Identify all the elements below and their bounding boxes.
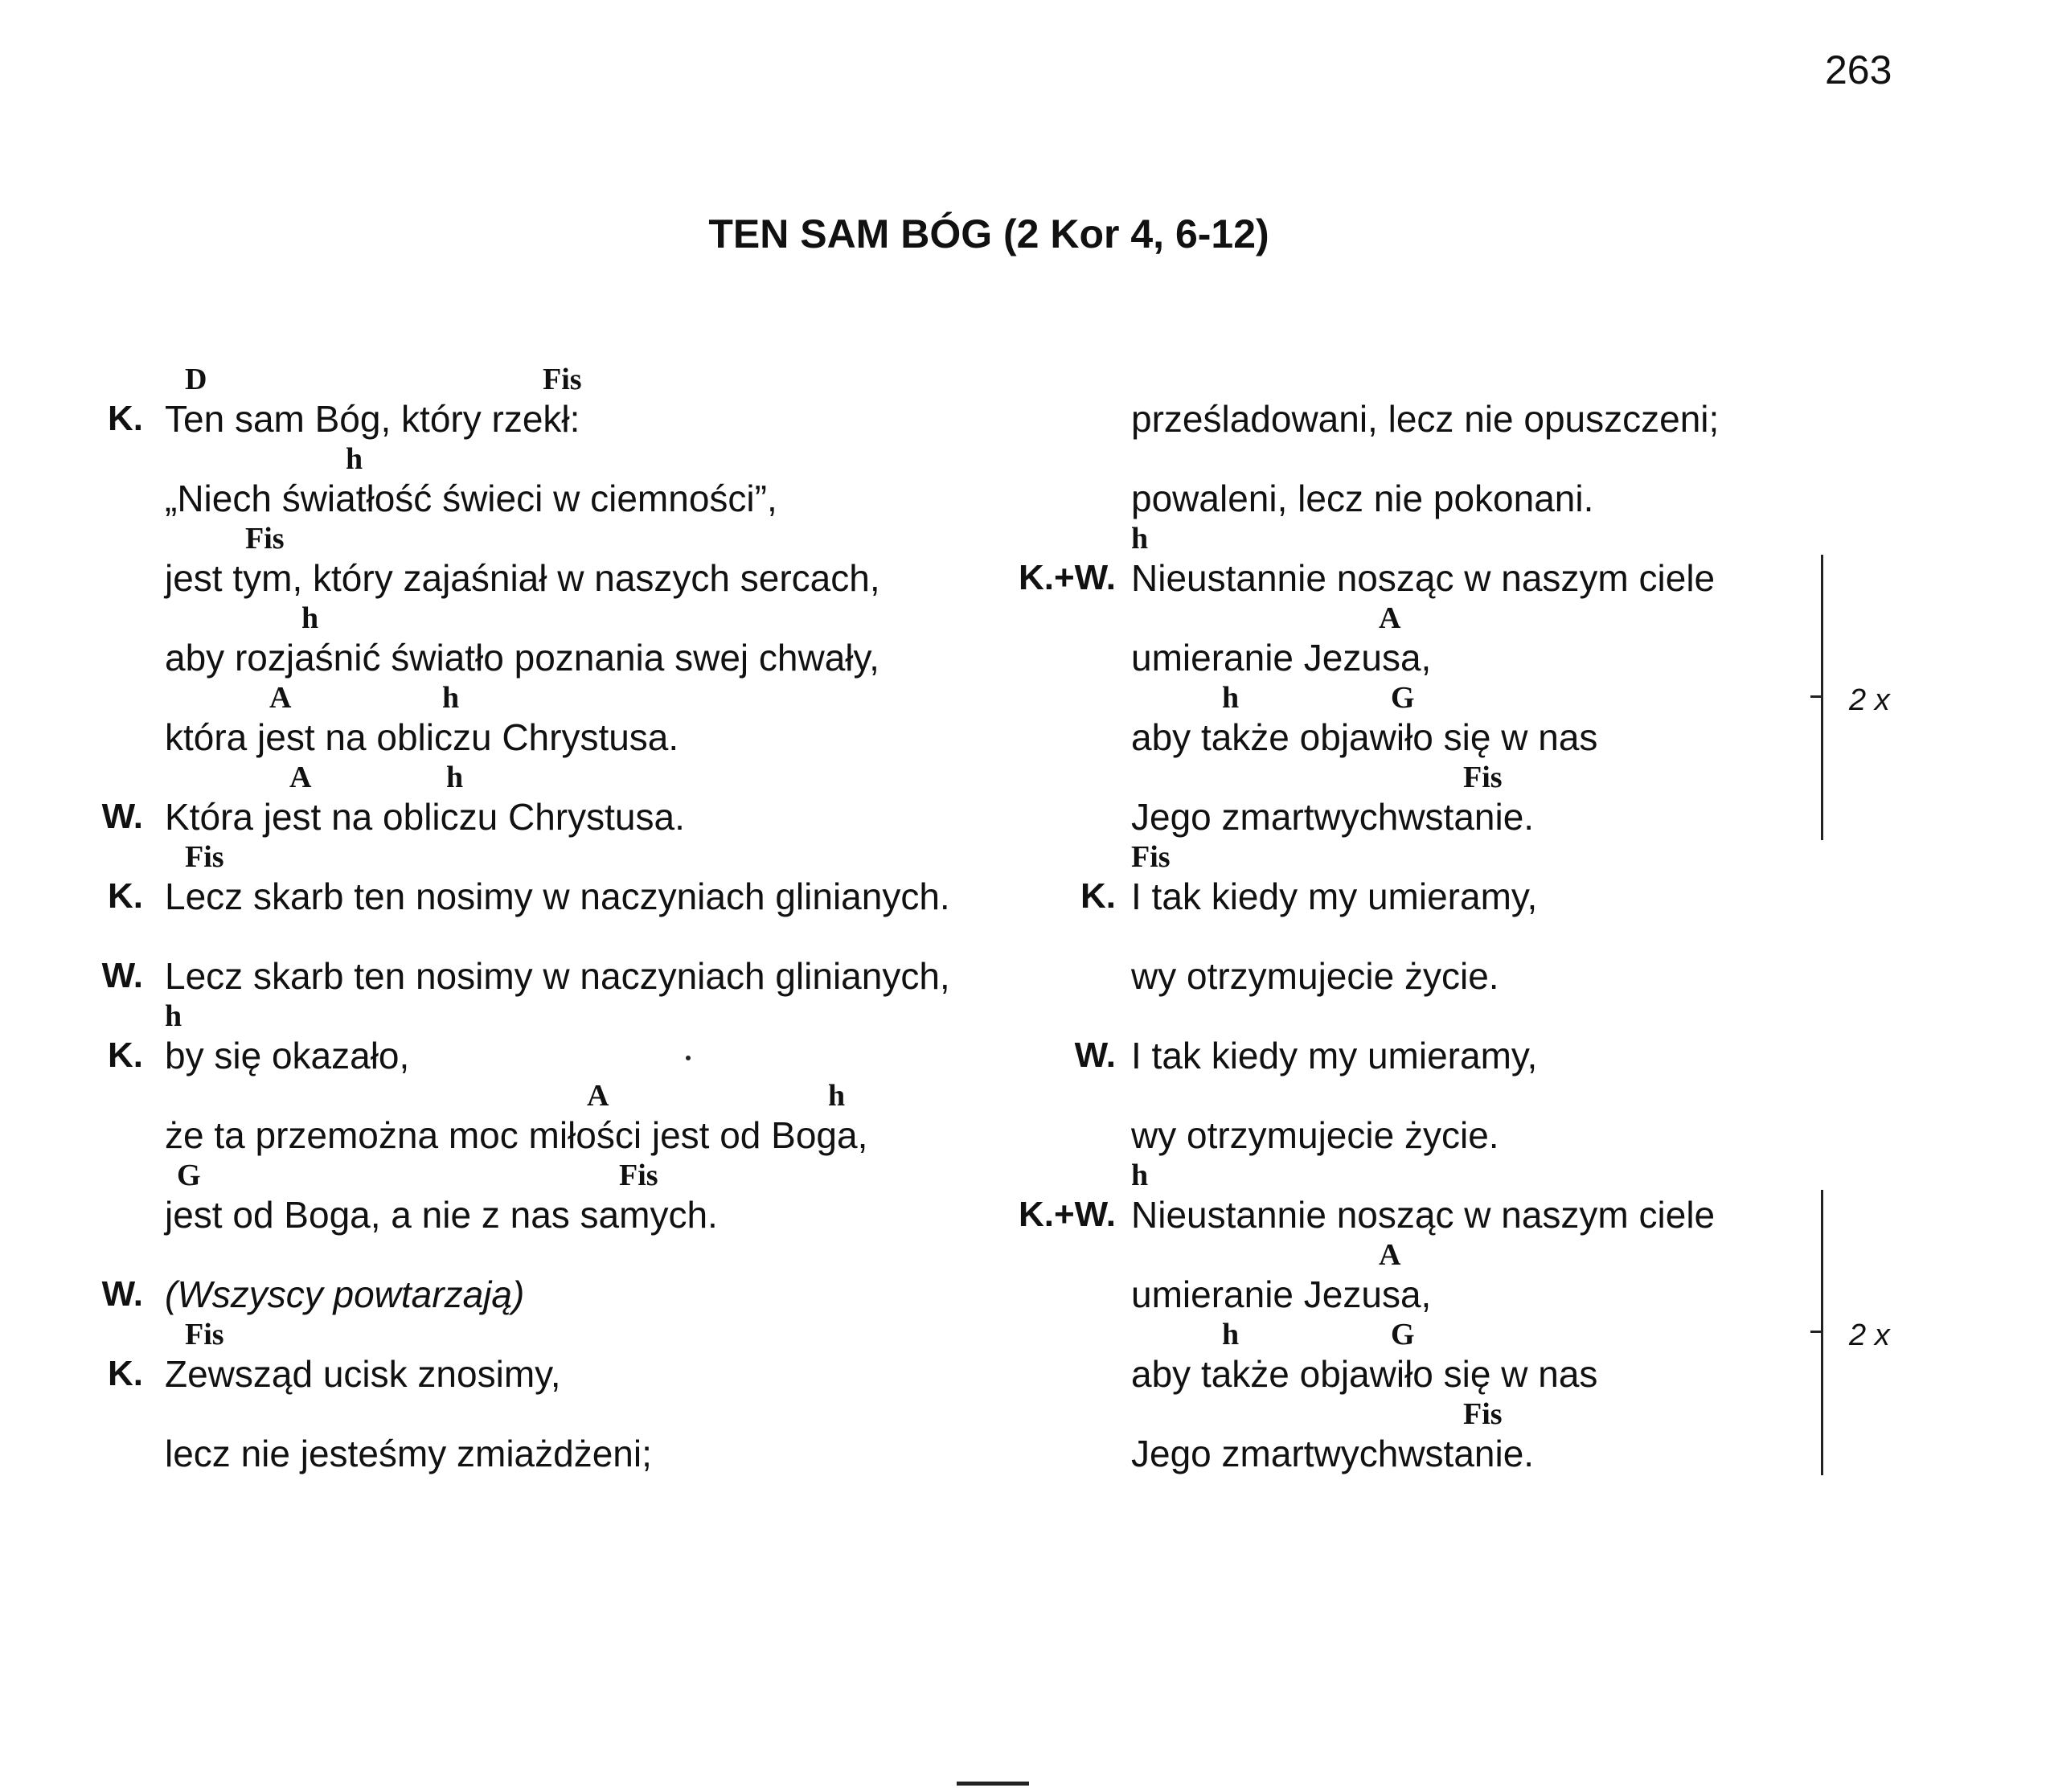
right-column <box>989 362 1913 1476</box>
song-line <box>88 919 1013 999</box>
lyric-text: powaleni, lecz nie pokonani. <box>1131 478 1594 519</box>
song-line <box>88 1158 1013 1237</box>
speaker-label: W. <box>101 1274 143 1314</box>
lyric-text: jest od Boga, a nie z nas samych. <box>165 1194 718 1236</box>
chord-row <box>989 1396 1913 1429</box>
chord-row <box>989 919 1913 951</box>
chord-row <box>989 362 1913 394</box>
chord-row <box>88 601 1013 633</box>
speaker-label: K. <box>108 1035 143 1075</box>
lyric-text: (Wszyscy powtarzają) <box>165 1273 525 1315</box>
stray-dot <box>686 1056 691 1060</box>
chord: A <box>269 681 292 715</box>
song-line <box>989 760 1913 839</box>
chord: A <box>1379 601 1401 635</box>
speaker-label: W. <box>101 956 143 995</box>
chord-row <box>989 521 1913 556</box>
chord: h <box>165 999 182 1033</box>
song-line <box>88 521 1013 601</box>
lyric-text: umieranie Jezusa, <box>1131 637 1432 679</box>
song-line <box>989 1158 1913 1237</box>
speaker-label: K. <box>1080 876 1116 916</box>
chord-row <box>88 362 1013 394</box>
song-line <box>989 1237 1913 1317</box>
speaker-label: K. <box>108 1354 143 1393</box>
chord-row <box>989 1158 1913 1190</box>
chord: h <box>828 1079 846 1113</box>
chord: D <box>185 363 207 396</box>
song-line <box>989 999 1913 1078</box>
repeat-brace-tick <box>1810 1331 1822 1333</box>
song-line <box>88 1317 1013 1396</box>
song-line <box>989 680 1913 760</box>
chord: h <box>1131 522 1149 556</box>
lyric-text: wy otrzymujecie życie. <box>1131 955 1499 997</box>
song-line <box>989 601 1913 680</box>
chord: Fis <box>619 1158 658 1192</box>
chord-row <box>989 601 1913 633</box>
chord: h <box>442 681 460 715</box>
lyric-text: prześladowani, lecz nie opuszczeni; <box>1131 398 1720 440</box>
lyric-text: „Niech światłość świeci w ciemności”, <box>165 478 777 519</box>
lyric-text: Nieustannie nosząc w naszym ciele <box>1131 1194 1716 1236</box>
chord-row <box>989 999 1913 1031</box>
chord-row <box>989 1078 1913 1110</box>
chord-row <box>88 999 1013 1031</box>
speaker-label: W. <box>101 797 143 836</box>
chord: h <box>301 601 319 635</box>
song-line <box>88 441 1013 521</box>
song-line <box>989 441 1913 521</box>
chord-row <box>989 680 1913 715</box>
song-line <box>88 1396 1013 1476</box>
page-bottom-mark <box>957 1782 1029 1786</box>
chord-row <box>88 919 1013 951</box>
speaker-label: K. <box>108 399 143 438</box>
lyric-text: Jego zmartwychwstanie. <box>1131 796 1535 838</box>
chord-row <box>989 760 1913 792</box>
chord-row <box>989 1317 1913 1349</box>
chord-row <box>88 441 1013 474</box>
chord: h <box>346 442 363 476</box>
song-line <box>88 760 1013 839</box>
lyric-text: Zewsząd ucisk znosimy, <box>165 1353 561 1395</box>
speaker-label: W. <box>1074 1035 1116 1075</box>
repeat-brace-tick <box>1810 695 1822 698</box>
chord-row <box>88 760 1013 792</box>
lyric-text: Ten sam Bóg, który rzekł: <box>165 398 580 440</box>
chord-row <box>88 839 1013 874</box>
song-line <box>88 999 1013 1078</box>
chord: Fis <box>1463 1397 1503 1431</box>
lyric-text: by się okazało, <box>165 1035 410 1076</box>
chord: h <box>1131 1158 1149 1192</box>
chord: A <box>1379 1238 1401 1272</box>
chord: h <box>446 761 464 794</box>
chord: Fis <box>185 1318 224 1351</box>
left-column <box>88 362 1013 1476</box>
chord: h <box>1222 1318 1240 1351</box>
lyric-text: jest tym, który zajaśniał w naszych sercach, <box>165 557 880 599</box>
song-line <box>88 1237 1013 1317</box>
lyric-text: I tak kiedy my umieramy, <box>1131 1035 1538 1076</box>
song-line <box>989 521 1913 601</box>
chord-row <box>88 521 1013 556</box>
chord-row <box>989 839 1913 874</box>
chord: Fis <box>543 363 582 396</box>
chord-row <box>88 1317 1013 1349</box>
lyric-text: Lecz skarb ten nosimy w naczyniach glinianych, <box>165 955 950 997</box>
repeat-mark: 2 x <box>1849 1318 1890 1352</box>
lyric-text: aby także objawiło się w nas <box>1131 1353 1598 1395</box>
lyric-text: Nieustannie nosząc w naszym ciele <box>1131 557 1716 599</box>
chord-row <box>989 441 1913 474</box>
lyric-text: Lecz skarb ten nosimy w naczyniach glinianych. <box>165 875 950 917</box>
chord-row <box>88 1158 1013 1190</box>
chord: G <box>1391 1318 1415 1351</box>
song-line <box>989 362 1913 441</box>
page-number: 263 <box>1825 47 1892 92</box>
speaker-label: K.+W. <box>1018 558 1116 597</box>
lyric-text: aby rozjaśnić światło poznania swej chwały, <box>165 637 879 679</box>
lyric-text: lecz nie jesteśmy zmiażdżeni; <box>165 1433 652 1474</box>
lyric-text: umieranie Jezusa, <box>1131 1273 1432 1315</box>
chord: G <box>1391 681 1415 715</box>
speaker-label: K. <box>108 876 143 916</box>
chord: Fis <box>245 522 285 556</box>
chord: h <box>1222 681 1240 715</box>
chord: A <box>289 761 312 794</box>
chord: A <box>587 1079 609 1113</box>
song-line <box>88 362 1013 441</box>
chord-row <box>88 1078 1013 1113</box>
chord: Fis <box>185 840 224 874</box>
lyric-text: Która jest na obliczu Chrystusa. <box>165 796 685 838</box>
chord: Fis <box>1131 840 1171 874</box>
lyric-text: która jest na obliczu Chrystusa. <box>165 716 679 758</box>
song-line <box>989 1396 1913 1476</box>
song-line <box>989 1317 1913 1396</box>
song-line <box>88 1078 1013 1158</box>
song-line <box>88 680 1013 760</box>
song-line <box>88 601 1013 680</box>
lyric-text: wy otrzymujecie życie. <box>1131 1114 1499 1156</box>
song-line <box>989 1078 1913 1158</box>
chord-row <box>88 1396 1013 1429</box>
song-line <box>989 839 1913 919</box>
lyric-text: Jego zmartwychwstanie. <box>1131 1433 1535 1474</box>
chord-row <box>88 1237 1013 1269</box>
song-line <box>88 839 1013 919</box>
chord: Fis <box>1463 761 1503 794</box>
song-line <box>989 919 1913 999</box>
chord-row <box>88 680 1013 715</box>
repeat-mark: 2 x <box>1849 683 1890 717</box>
chord: G <box>177 1158 201 1192</box>
lyric-text: I tak kiedy my umieramy, <box>1131 875 1538 917</box>
chord-row <box>989 1237 1913 1272</box>
song-title: TEN SAM BÓG (2 Kor 4, 6-12) <box>708 211 1269 256</box>
speaker-label: K.+W. <box>1018 1195 1116 1234</box>
lyric-text: że ta przemożna moc miłości jest od Boga, <box>165 1114 868 1156</box>
lyric-text: aby także objawiło się w nas <box>1131 716 1598 758</box>
